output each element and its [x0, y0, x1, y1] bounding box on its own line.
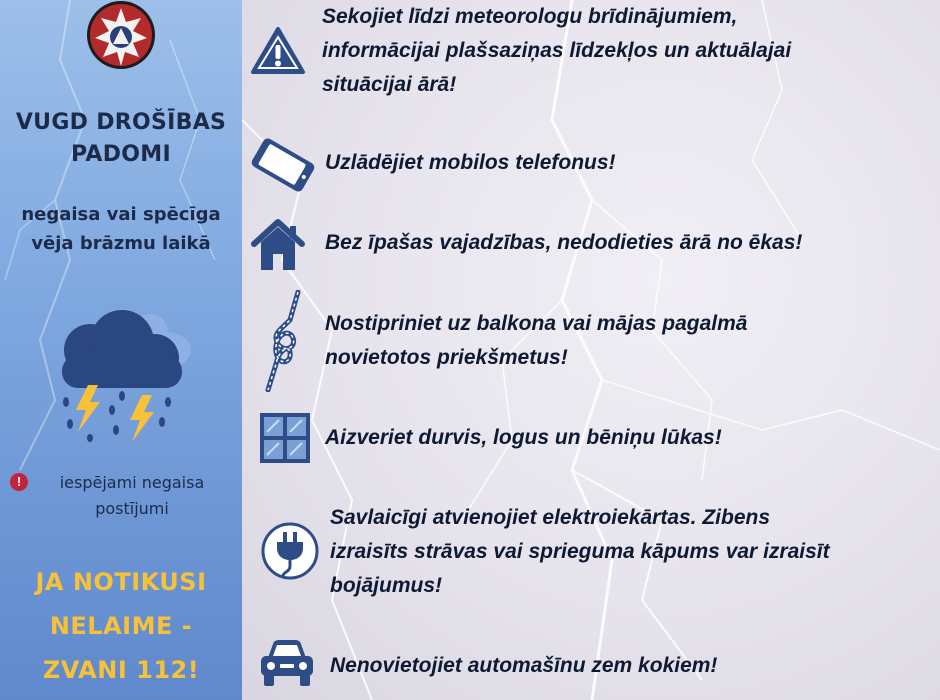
tip-1-line2: informācijai plašsaziņas līdzekļos un aktuālajai: [322, 39, 792, 62]
tip-6-line2: izraisīts strāvas vai sprieguma kāpums var izraisīt: [330, 540, 830, 563]
tip-6-text: [330, 501, 930, 603]
emergency-line1: JA NOTIKUSI: [35, 568, 207, 596]
tip-4-text: [325, 307, 925, 375]
tip-7-text: [330, 649, 930, 683]
warning-triangle-icon: [250, 26, 306, 76]
warning-note: [10, 470, 232, 522]
tip-1-text: [322, 0, 932, 102]
tip-6-line3: bojājumus!: [330, 574, 443, 597]
rope-knot-icon: [260, 290, 310, 392]
tip-3-text: [325, 226, 935, 260]
tip-6-line1: Savlaicīgi atvienojiet elektroiekārtas. Zibens: [330, 506, 771, 529]
warning-text-line2: postījumi: [95, 499, 169, 518]
car-icon: [258, 638, 316, 690]
sidebar-title-line2: PADOMI: [71, 142, 171, 167]
tip-5-text: [325, 421, 925, 455]
warning-text-line1: iespējami negaisa: [59, 473, 205, 492]
sidebar-title: [0, 107, 242, 171]
tip-4-line1: Nostipriniet uz balkona vai mājas pagalmā: [325, 312, 748, 335]
house-icon: [250, 218, 306, 272]
tip-3-line1: Bez īpašas vajadzības, nedodieties ārā no ēkas!: [325, 231, 803, 254]
tip-7-line1: Nenovietojiet automašīnu zem kokiem!: [330, 654, 718, 677]
tip-1-line1: Sekojiet līdzi meteorologu brīdinājumiem,: [322, 5, 738, 28]
tip-2-line1: Uzlādējiet mobilos telefonus!: [325, 151, 616, 174]
storm-cloud-icon: [50, 310, 195, 445]
sidebar-title-line1: VUGD DROŠĪBAS: [15, 110, 227, 135]
tip-4-line2: novietotos priekšmetus!: [325, 346, 568, 369]
tips-panel: [242, 0, 940, 700]
sidebar-subtitle-line1: negaisa vai spēcīga: [21, 204, 221, 225]
window-icon: [259, 412, 311, 464]
vugd-logo-icon: [79, 0, 163, 74]
sidebar-subtitle-line2: vēja brāzmu laikā: [31, 233, 211, 254]
exclamation-icon: !: [10, 473, 28, 491]
tip-5-line1: Aizveriet durvis, logus un bēniņu lūkas!: [325, 426, 722, 449]
tip-2-text: [325, 146, 925, 180]
emergency-line2: NELAIME -: [49, 612, 193, 640]
mobile-phone-icon: [250, 138, 316, 192]
tip-1-line3: situācijai ārā!: [322, 73, 457, 96]
warning-text: [10, 470, 232, 522]
emergency-callout: [0, 560, 242, 692]
emergency-line3: ZVANI 112!: [42, 656, 200, 684]
sidebar: [0, 0, 242, 700]
sidebar-subtitle: [0, 200, 242, 258]
power-plug-icon: [259, 520, 321, 582]
